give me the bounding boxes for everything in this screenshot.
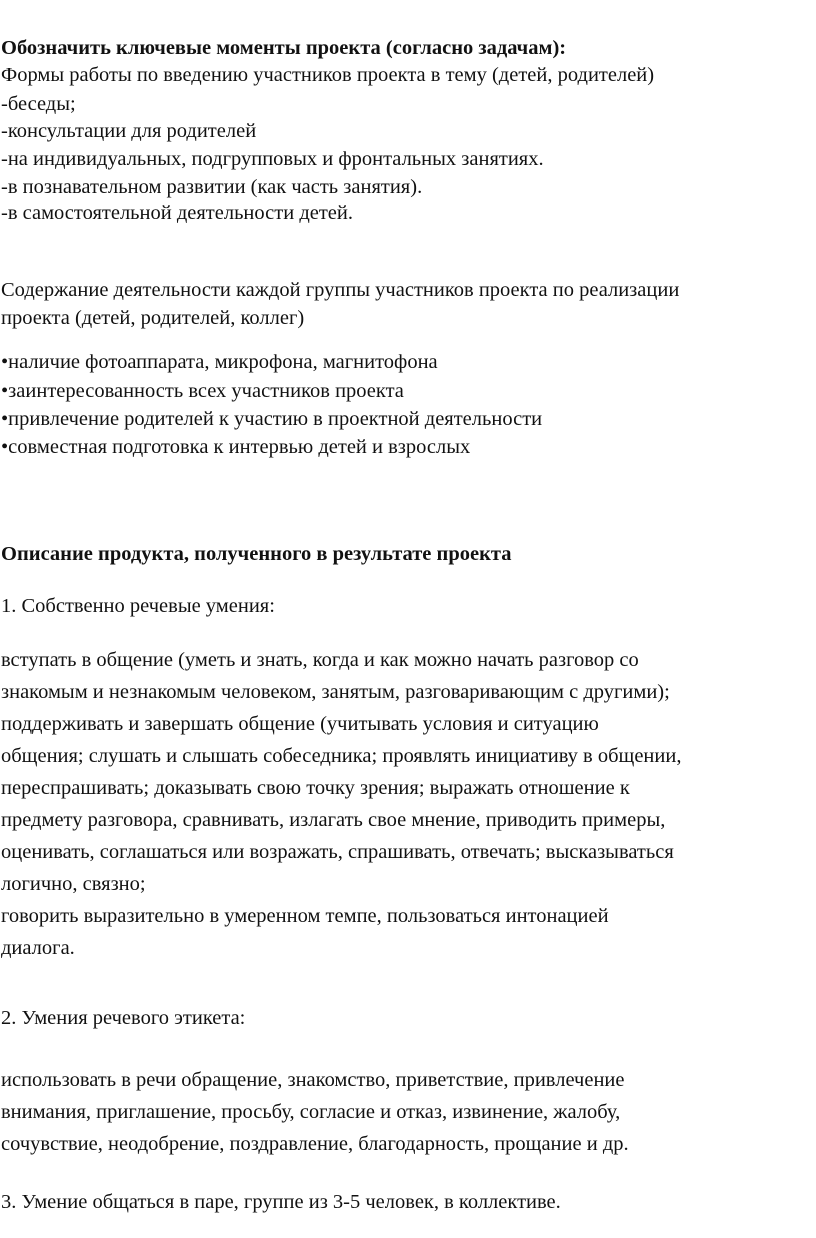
product-item1-line: оценивать, соглашаться или возражать, спрашивать, отвечать; высказываться xyxy=(1,841,674,863)
product-item1-line: логично, связно; xyxy=(1,873,146,895)
content-bullet: •привлечение родителей к участию в проектной деятельности xyxy=(1,408,543,430)
content-line: Содержание деятельности каждой группы участников проекта по реализации xyxy=(1,279,680,301)
product-item1-line: говорить выразительно в умеренном темпе, пользоваться интонацией xyxy=(1,905,609,927)
product-item1-line: поддерживать и завершать общение (учитывать условия и ситуацию xyxy=(1,713,599,735)
product-item1-line: предмету разговора, сравнивать, излагать свое мнение, приводить примеры, xyxy=(1,809,666,831)
product-item2-line: использовать в речи обращение, знакомство, приветствие, привлечение xyxy=(1,1069,625,1091)
content-bullet: •совместная подготовка к интервью детей и взрослых xyxy=(1,436,471,458)
key-moments-line: -в познавательном развитии (как часть занятия). xyxy=(1,176,423,198)
product-item1-line: диалога. xyxy=(1,937,75,959)
key-moments-heading: Обозначить ключевые моменты проекта (согласно задачам): xyxy=(1,37,567,59)
product-item1-line: знакомым и незнакомым человеком, занятым, разговаривающим с другими); xyxy=(1,681,670,703)
content-bullet: •наличие фотоаппарата, микрофона, магнитофона xyxy=(1,351,438,373)
product-item-title: 1. Собственно речевые умения: xyxy=(1,595,275,617)
product-item1-line: переспрашивать; доказывать свою точку зрения; выражать отношение к xyxy=(1,777,630,799)
product-heading: Описание продукта, полученного в результате проекта xyxy=(1,543,512,565)
product-item-title: 2. Умения речевого этикета: xyxy=(1,1007,246,1029)
content-bullet: •заинтересованность всех участников проекта xyxy=(1,380,404,402)
product-item1-line: вступать в общение (уметь и знать, когда и как можно начать разговор со xyxy=(1,649,639,671)
key-moments-line: -консультации для родителей xyxy=(1,120,257,142)
product-item2-line: сочувствие, неодобрение, поздравление, благодарность, прощание и др. xyxy=(1,1133,629,1155)
key-moments-line: -на индивидуальных, подгрупповых и фронтальных занятиях. xyxy=(1,148,544,170)
product-item2-line: внимания, приглашение, просьбу, согласие и отказ, извинение, жалобу, xyxy=(1,1101,621,1123)
product-item1-line: общения; слушать и слышать собеседника; проявлять инициативу в общении, xyxy=(1,745,682,767)
product-item-title: 3. Умение общаться в паре, группе из 3-5 человек, в коллективе. xyxy=(1,1191,561,1213)
key-moments-line: Формы работы по введению участников проекта в тему (детей, родителей) xyxy=(1,64,655,86)
key-moments-line: -в самостоятельной деятельности детей. xyxy=(1,202,354,224)
key-moments-line: -беседы; xyxy=(1,93,76,115)
content-line: проекта (детей, родителей, коллег) xyxy=(1,307,305,329)
